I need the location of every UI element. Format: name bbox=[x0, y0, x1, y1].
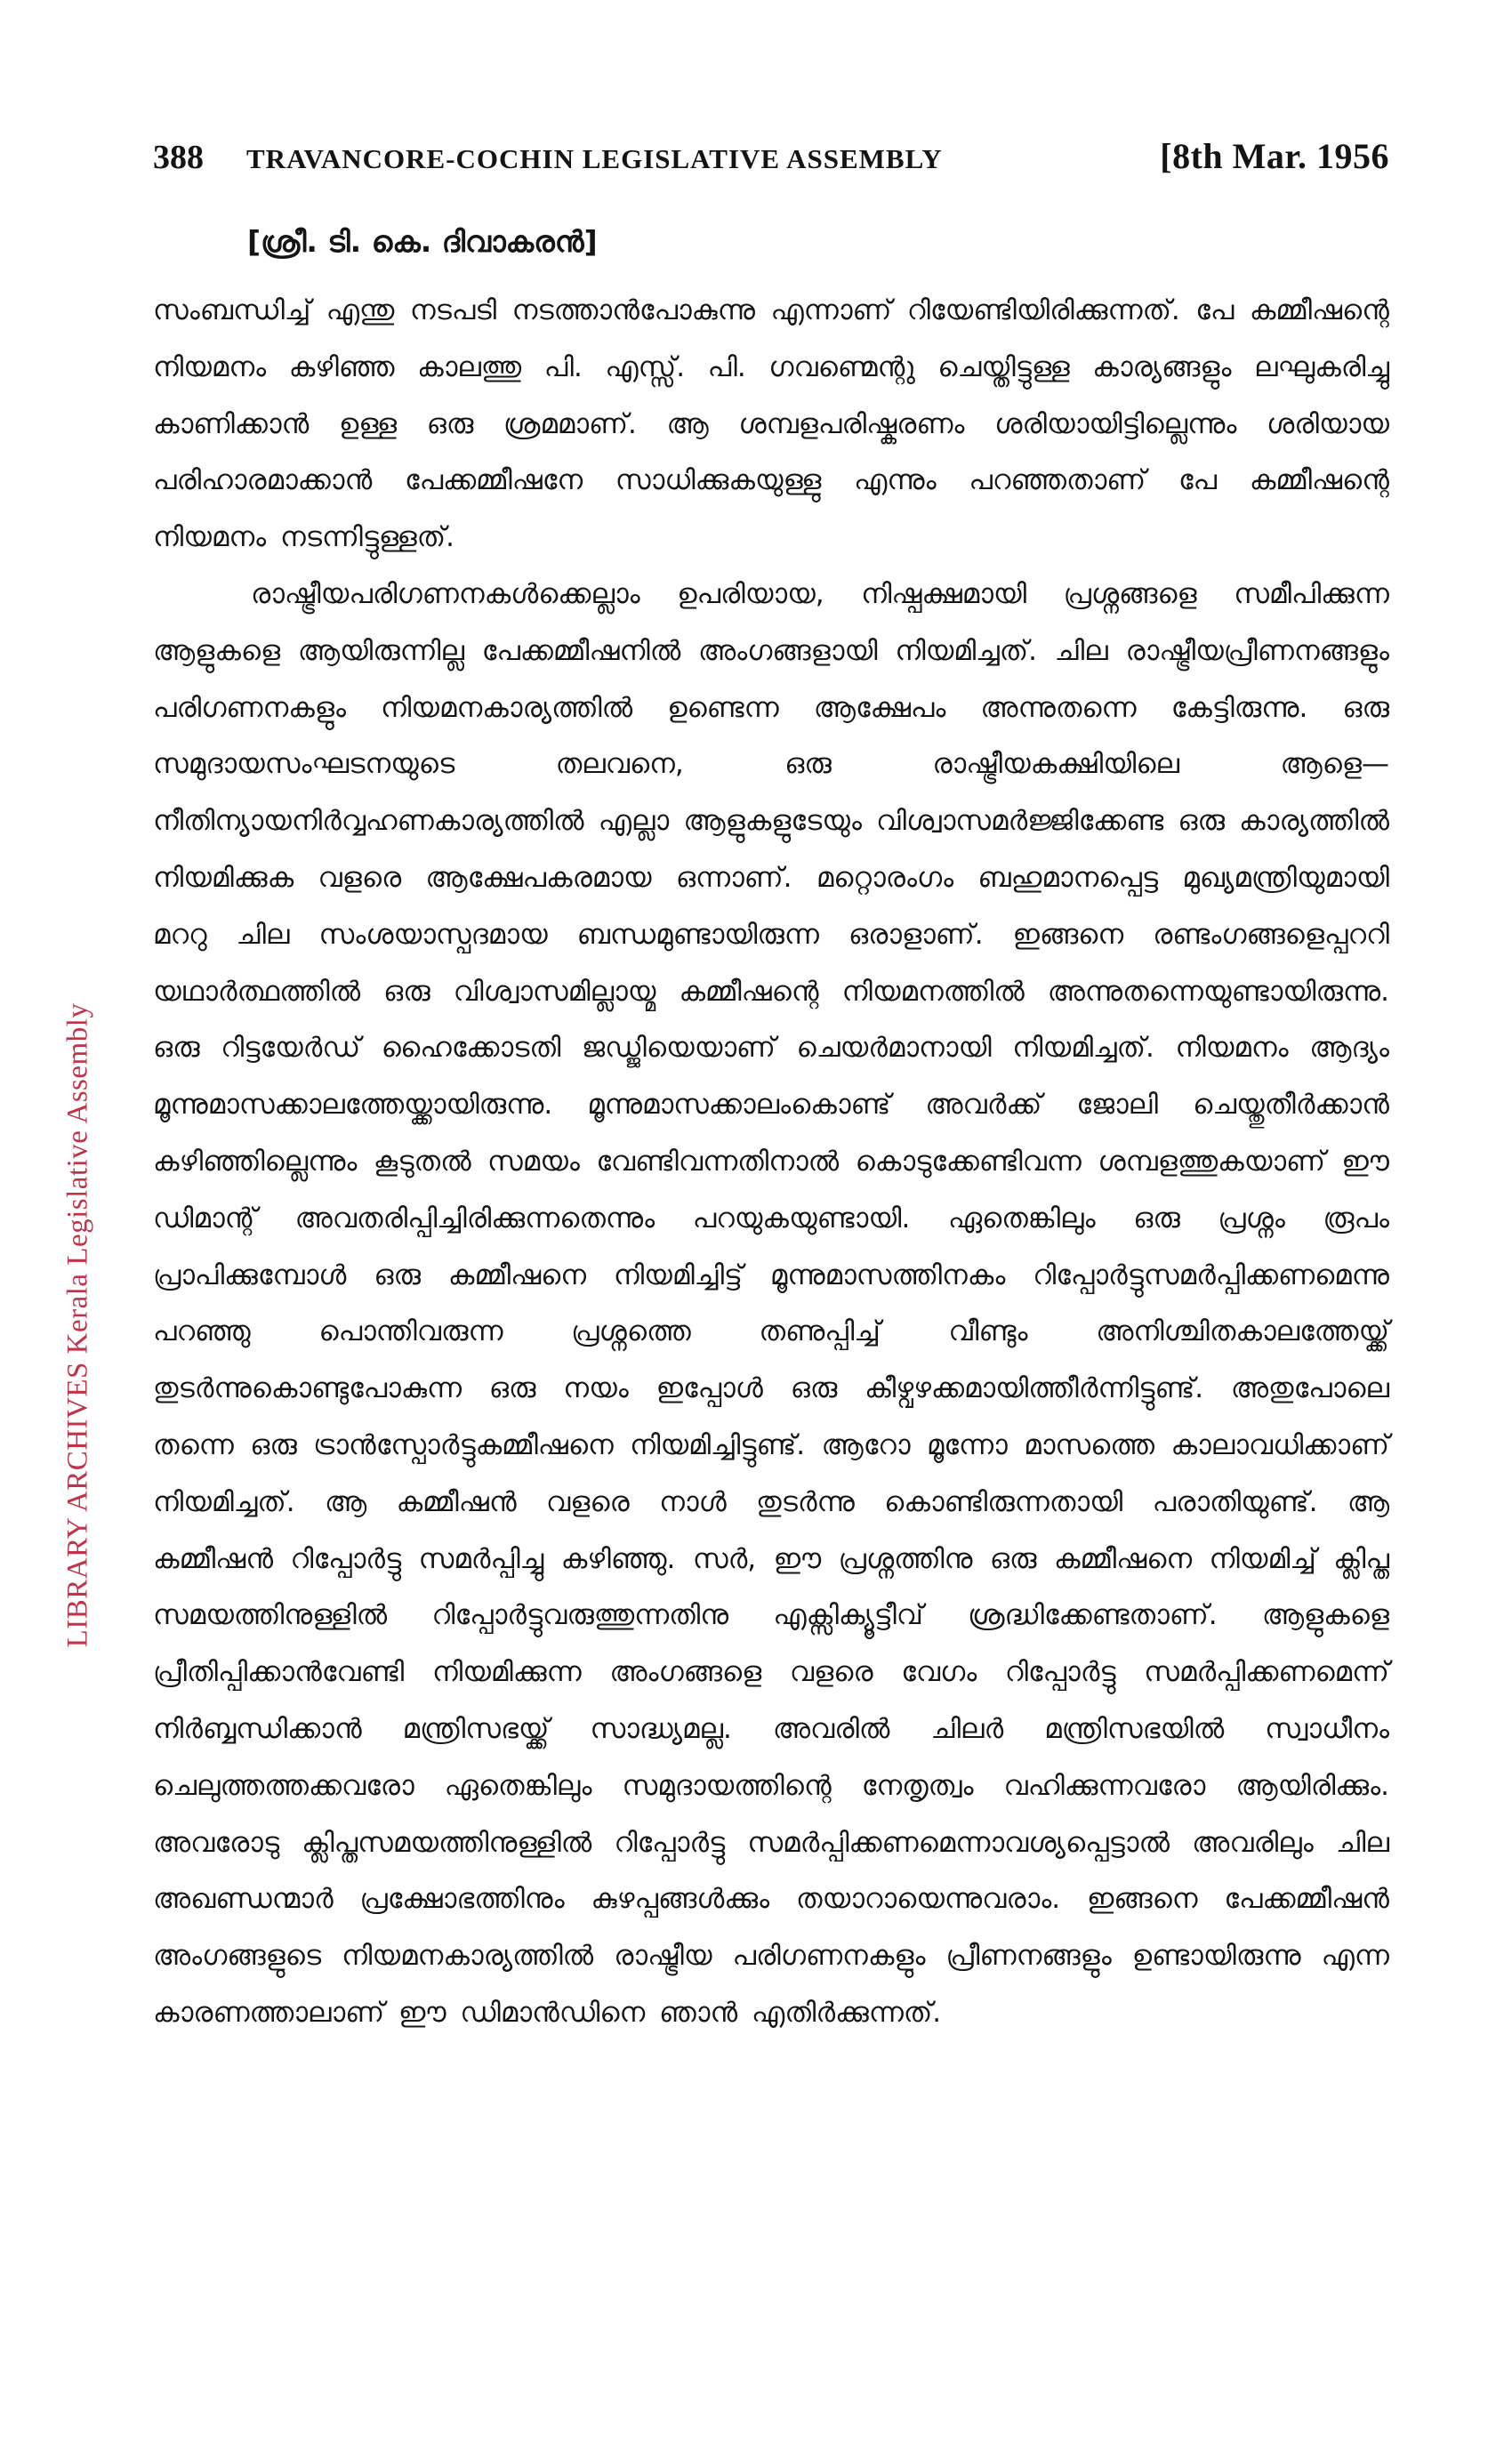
speech-body bbox=[153, 283, 1389, 2042]
speaker-name: [ശ്രീ. ടി. കെ. ദിവാകരൻ] bbox=[247, 224, 598, 259]
page-header bbox=[153, 135, 1389, 197]
paragraph-2: രാഷ്ട്രീയപരിഗണനകൾക്കെല്ലാം ഉപരിയായ, നിഷ്പക്ഷമായി പ്രശ്നങ്ങളെ സമീപിക്കുന്ന ആളുകളെ ആയിരുന്നില്ല പേക്കമ്മീഷനിൽ അംഗങ്ങളായി നിയമിച്ചത്. ചില രാഷ്ട്രീയപ്രീണനങ്ങളും പരിഗണനകളും നിയമനകാര്യത്തിൽ ഉണ്ടെന്ന ആക്ഷേപം അന്നുതന്നെ കേട്ടിരുന്നു. ഒരു സമുദായസംഘടനയുടെ തലവനെ, ഒരു രാഷ്ട്രീയകക്ഷിയിലെ ആളെ—നീതിന്യായനിർവ്വഹണകാര്യത്തിൽ എല്ലാ ആളുകളുടേയും വിശ്വാസമർജ്ജിക്കേണ്ട ഒരു കാര്യത്തിൽ നിയമിക്കുക വളരെ ആക്ഷേപകരമായ ഒന്നാണ്. മറ്റൊരംഗം ബഹുമാനപ്പെട്ട മുഖ്യമന്ത്രിയുമായി മററു ചില സംശയാസ്പദമായ ബന്ധമുണ്ടായിരുന്ന ഒരാളാണ്. ഇങ്ങനെ രണ്ടംഗങ്ങളെപ്പററി യഥാർത്ഥത്തിൽ ഒരു വിശ്വാസമില്ലായ്മ കമ്മീഷന്റെ നിയമനത്തിൽ അന്നുതന്നെയുണ്ടായിരുന്നു. ഒരു റിട്ടയേർഡ് ഹൈക്കോടതി ജഡ്ജിയെയാണ് ചെയർമാനായി നിയമിച്ചത്. നിയമനം ആദ്യം മൂന്നുമാസക്കാലത്തേയ്ക്കായിരുന്നു. മൂന്നുമാസക്കാലംകൊണ്ട് അവർക്ക് ജോലി ചെയ്തുതീർക്കാൻ കഴിഞ്ഞില്ലെന്നും കൂടുതൽ സമയം വേണ്ടിവന്നതിനാൽ കൊടുക്കേണ്ടിവന്ന ശമ്പളത്തുകയാണ് ഈ ഡിമാന്റ് അവതരിപ്പിച്ചിരിക്കുന്നതെന്നും പറയുകയുണ്ടായി. ഏതെങ്കിലും ഒരു പ്രശ്നം രൂപം പ്രാപിക്കുമ്പോൾ ഒരു കമ്മീഷനെ നിയമിച്ചിട്ട് മൂന്നുമാസത്തിനകം റിപ്പോർട്ടുസമർപ്പിക്കണമെന്നു പറഞ്ഞു പൊന്തിവരുന്ന പ്രശ്നത്തെ തണുപ്പിച്ച് വീണ്ടും അനിശ്ചിതകാലത്തേയ്ക്ക് തുടർന്നുകൊണ്ടുപോകുന്ന ഒരു നയം ഇപ്പോൾ ഒരു കീഴ്വഴക്കമായിത്തീർന്നിട്ടുണ്ട്. അതുപോലെ തന്നെ ഒരു ട്രാൻസ്പോർട്ടുകമ്മീഷനെ നിയമിച്ചിട്ടുണ്ട്. ആറോ മൂന്നോ മാസത്തെ കാലാവധിക്കാണ് നിയമിച്ചത്. ആ കമ്മീഷൻ വളരെ നാൾ തുടർന്നു കൊണ്ടിരുന്നതായി പരാതിയുണ്ട്. ആ കമ്മീഷൻ റിപ്പോർട്ടു സമർപ്പിച്ചു കഴിഞ്ഞു. സർ, ഈ പ്രശ്നത്തിനു ഒരു കമ്മീഷനെ നിയമിച്ച് ക്ലിപ്ത സമയത്തിനുള്ളിൽ റിപ്പോർട്ടുവരുത്തുന്നതിനു എക്സിക്യൂട്ടീവ് ശ്രദ്ധിക്കേണ്ടതാണ്. ആളുകളെ പ്രീതിപ്പിക്കാൻവേണ്ടി നിയമിക്കുന്ന അംഗങ്ങളെ വളരെ വേഗം റിപ്പോർട്ടു സമർപ്പിക്കണമെന്ന് നിർബ്ബന്ധിക്കാൻ മന്ത്രിസഭയ്ക്ക് സാദ്ധ്യമല്ല. അവരിൽ ചിലർ മന്ത്രിസഭയിൽ സ്വാധീനം ചെലുത്തത്തക്കവരോ ഏതെങ്കിലും സമുദായത്തിന്റെ നേതൃത്വം വഹിക്കുന്നവരോ ആയിരിക്കും. അവരോടു ക്ലിപ്തസമയത്തിനുള്ളിൽ റിപ്പോർട്ടു സമർപ്പിക്കണമെന്നാവശ്യപ്പെട്ടാൽ അവരിലും ചില അഖണ്ഡന്മാർ പ്രക്ഷോഭത്തിനും കുഴപ്പങ്ങൾക്കും തയാറായെന്നുവരാം. ഇങ്ങനെ പേക്കമ്മീഷൻ അംഗങ്ങളുടെ നിയമനകാര്യത്തിൽ രാഷ്ട്രീയ പരിഗണനകളും പ്രീണനങ്ങളും ഉണ്ടായിരുന്നു എന്ന കാരണത്താലാണ് ഈ ഡിമാൻഡിനെ ഞാൻ എതിർക്കുന്നത്. bbox=[153, 577, 1389, 2029]
paragraph-1: സംബന്ധിച്ച് എന്തു നടപടി നടത്താൻപോകുന്നു എന്നാണ് റിയേണ്ടിയിരിക്കുന്നത്. പേ കമ്മീഷന്റെ നിയമനം കഴിഞ്ഞ കാലത്തു പി. എസ്സ്. പി. ഗവണ്മെന്റു ചെയ്തിട്ടുള്ള കാര്യങ്ങളും ലഘുകരിച്ചു കാണിക്കാൻ ഉള്ള ഒരു ശ്രമമാണ്. ആ ശമ്പളപരിഷ്കരണം ശരിയായിട്ടില്ലെന്നും ശരിയായ പരിഹാരമാക്കാൻ പേക്കമ്മീഷനേ സാധിക്കുകയുള്ളു എന്നും പറഞ്ഞതാണ് പേ കമ്മീഷന്റെ നിയമനം നടന്നിട്ടുള്ളത്. bbox=[153, 294, 1389, 554]
page-number: 388 bbox=[153, 139, 204, 176]
watermark-text: LIBRARY ARCHIVES Kerala Legislative Assembly bbox=[61, 1002, 94, 1648]
archive-watermark bbox=[60, 836, 96, 1814]
sitting-date: [8th Mar. 1956 bbox=[1160, 136, 1389, 176]
assembly-title: TRAVANCORE-COCHIN LEGISLATIVE ASSEMBLY bbox=[246, 143, 943, 174]
